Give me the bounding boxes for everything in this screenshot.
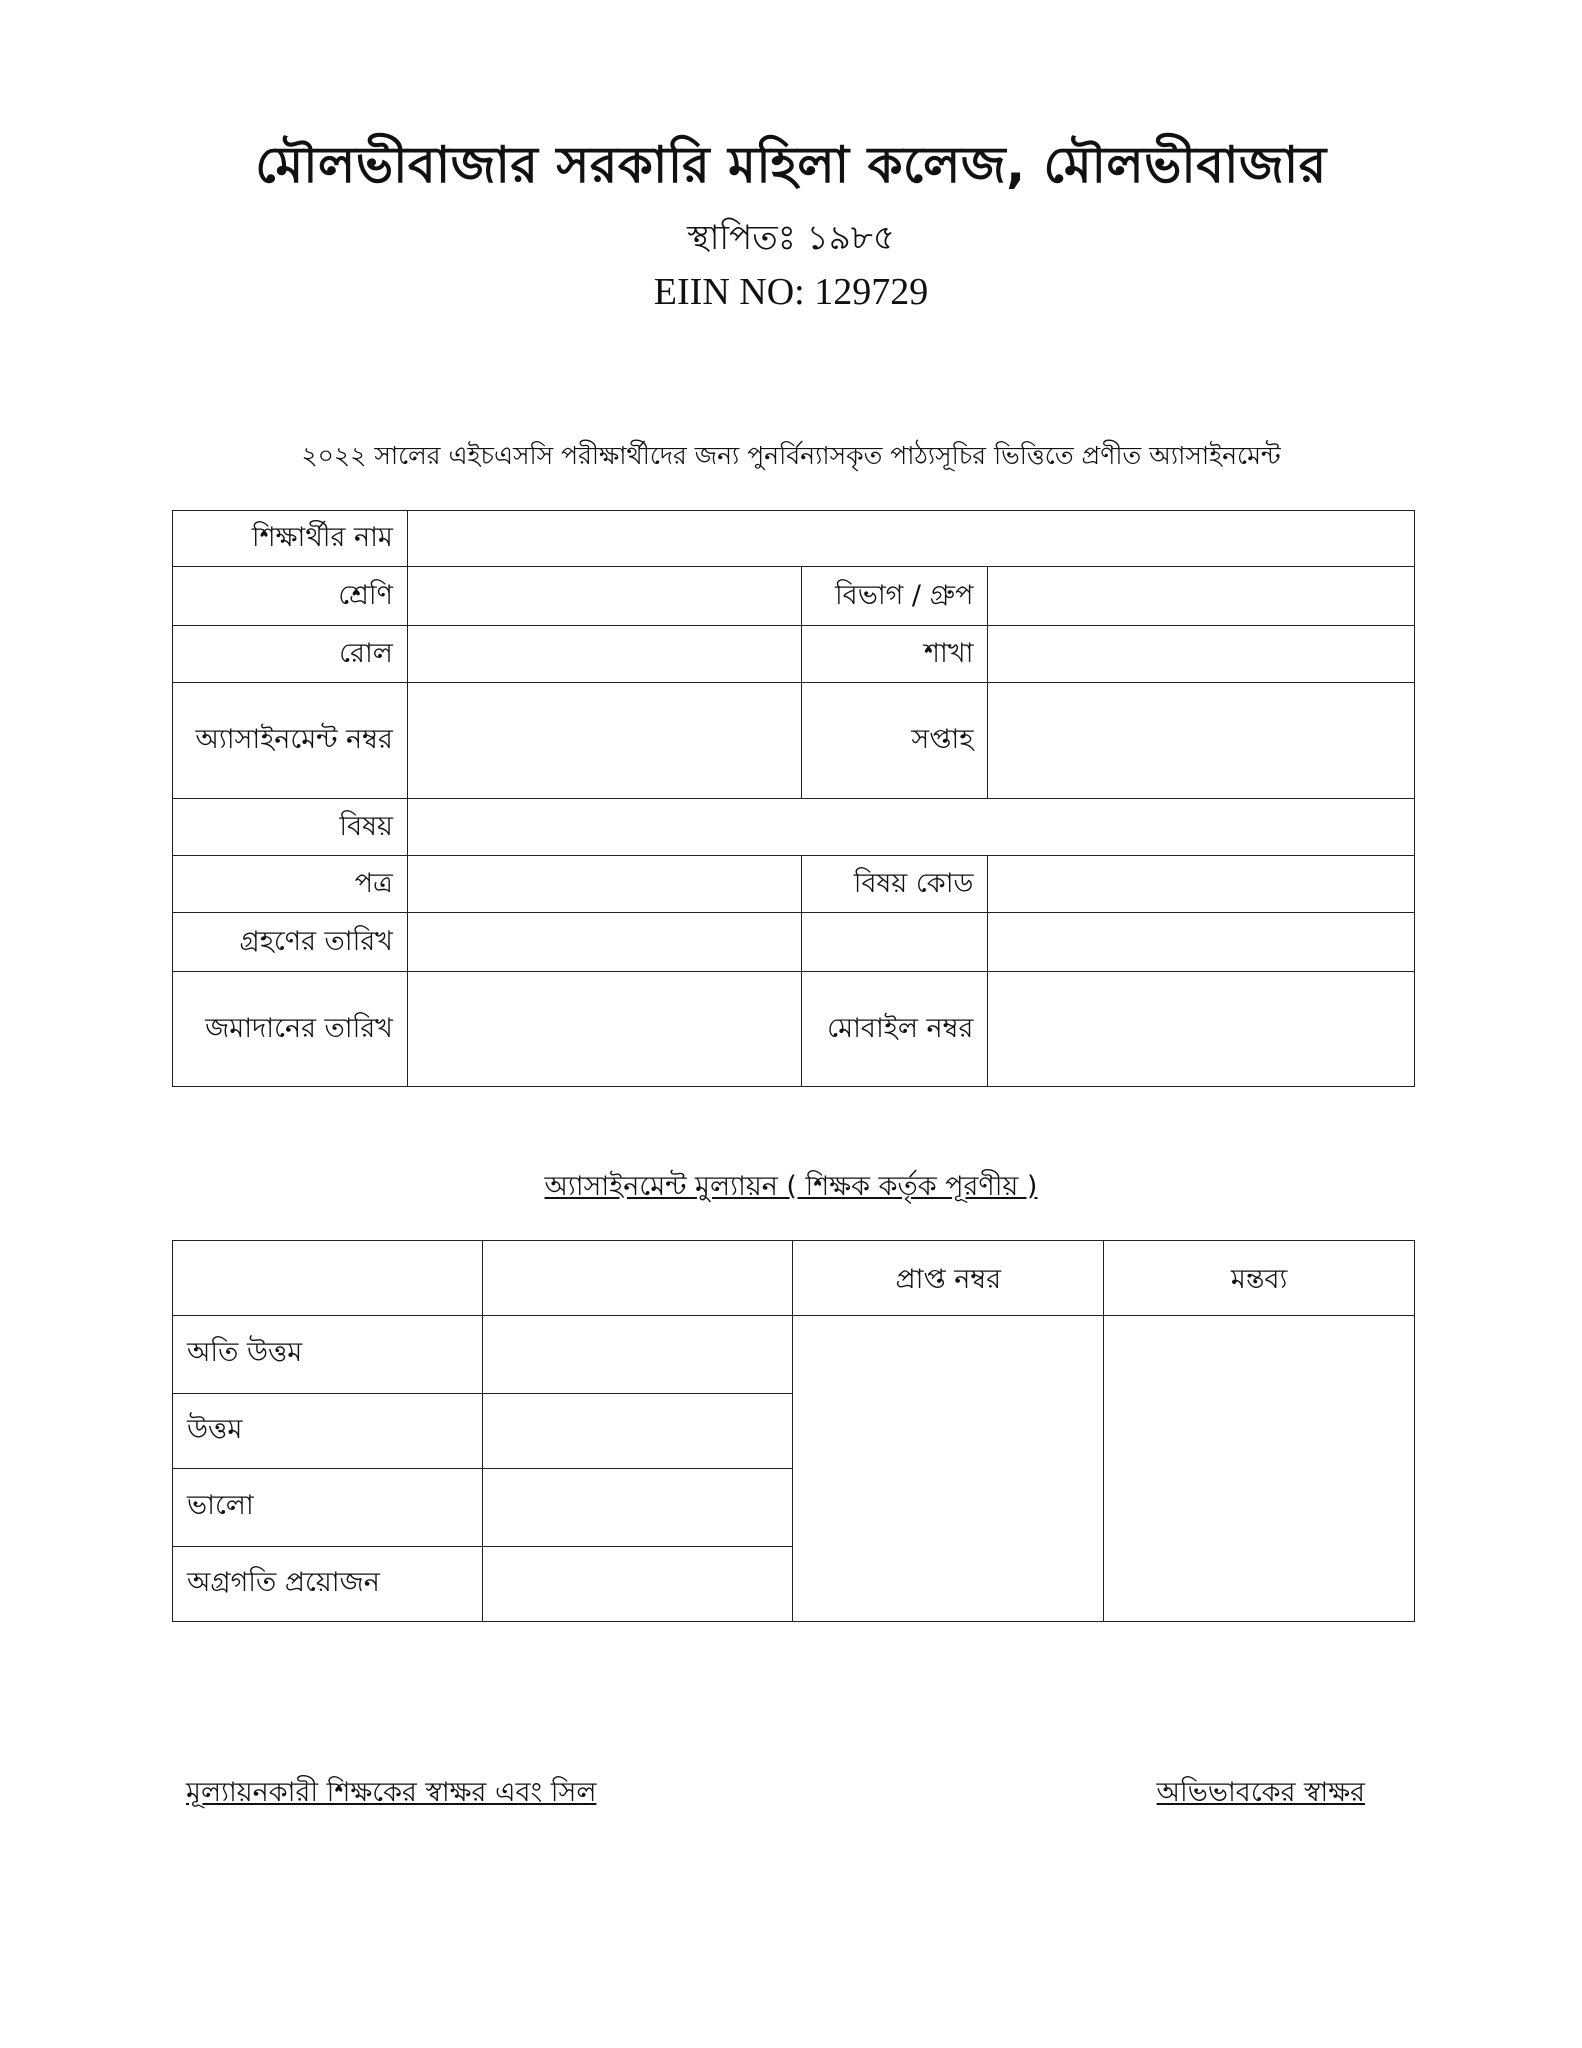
marks-header: প্রাপ্ত নম্বর bbox=[793, 1241, 1104, 1316]
grade-label: অগ্রগতি প্রয়োজন bbox=[173, 1547, 483, 1622]
comment-field[interactable] bbox=[1104, 1316, 1415, 1622]
row-paper-code bbox=[173, 856, 1415, 913]
eval-header-blank-2 bbox=[482, 1241, 793, 1316]
evaluation-heading bbox=[0, 1166, 1582, 1211]
eiin-number: EIIN NO: 129729 bbox=[653, 271, 929, 313]
marks-field[interactable] bbox=[793, 1316, 1104, 1622]
grade-check-cell[interactable] bbox=[482, 1394, 793, 1469]
subject-code-label: বিষয় কোড bbox=[801, 856, 988, 913]
group-field[interactable] bbox=[988, 567, 1415, 626]
assignment-no-label bbox=[173, 683, 408, 799]
comment-header: মন্তব্য bbox=[1104, 1241, 1415, 1316]
section-label: শাখা bbox=[801, 626, 988, 683]
grade-label: উত্তম bbox=[173, 1394, 483, 1469]
row-receive-date bbox=[173, 913, 1415, 972]
eval-header-row bbox=[173, 1241, 1415, 1316]
group-label: বিভাগ / গ্রুপ bbox=[801, 567, 988, 626]
grade-check-cell[interactable] bbox=[482, 1469, 793, 1547]
mobile-field[interactable] bbox=[988, 972, 1415, 1087]
roll-field[interactable] bbox=[407, 626, 801, 683]
row-assignment-week bbox=[173, 683, 1415, 799]
row-subject bbox=[173, 799, 1415, 856]
college-name: মৌলভীবাজার সরকারি মহিলা কলেজ, মৌলভীবাজার bbox=[255, 136, 1327, 194]
grade-label: ভালো bbox=[173, 1469, 483, 1547]
student-name-label: শিক্ষার্থীর নাম bbox=[173, 511, 408, 567]
section-field[interactable] bbox=[988, 626, 1415, 683]
teacher-signature-label: মূল্যায়নকারী শিক্ষকের স্বাক্ষর এবং সিল bbox=[186, 1777, 597, 1808]
eval-header-blank-1 bbox=[173, 1241, 483, 1316]
assignment-title: ২০২২ সালের এইচএসসি পরীক্ষার্থীদের জন্য পুনর্বিন্যাসকৃত পাঠ্যসূচির ভিত্তিতে প্রণীত অ্যাসাইনমেন্ট bbox=[301, 441, 1281, 470]
evaluation-heading-text: অ্যাসাইনমেন্ট মুল্যায়ন ( শিক্ষক কর্তৃক পূরণীয় ) bbox=[544, 1171, 1038, 1202]
receive-date-extra-field[interactable] bbox=[988, 913, 1415, 972]
class-label: শ্রেণি bbox=[173, 567, 408, 626]
grade-check-cell[interactable] bbox=[482, 1316, 793, 1394]
student-name-field[interactable] bbox=[407, 511, 1414, 567]
paper-field[interactable] bbox=[407, 856, 801, 913]
grade-row bbox=[173, 1316, 1415, 1394]
subject-field[interactable] bbox=[407, 799, 1414, 856]
submit-date-label: জমাদানের তারিখ bbox=[173, 972, 408, 1087]
subject-label: বিষয় bbox=[173, 799, 408, 856]
receive-date-field[interactable] bbox=[407, 913, 801, 972]
class-field[interactable] bbox=[407, 567, 801, 626]
student-info-table bbox=[172, 510, 1415, 1087]
week-field[interactable] bbox=[988, 683, 1415, 799]
week-label: সপ্তাহ bbox=[801, 683, 988, 799]
row-roll-section bbox=[173, 626, 1415, 683]
established-year: স্থাপিতঃ ১৯৮৫ bbox=[687, 218, 895, 258]
guardian-signature-label: অভিভাবকের স্বাক্ষর bbox=[1156, 1777, 1365, 1808]
row-class-group bbox=[173, 567, 1415, 626]
mobile-label: মোবাইল নম্বর bbox=[801, 972, 988, 1087]
grade-check-cell[interactable] bbox=[482, 1547, 793, 1622]
assignment-no-label-text: অ্যাসাইনমেন্ট নম্বর bbox=[195, 724, 393, 756]
receive-date-extra-cell[interactable] bbox=[801, 913, 988, 972]
assignment-no-field[interactable] bbox=[407, 683, 801, 799]
row-student-name bbox=[173, 511, 1415, 567]
receive-date-label: গ্রহণের তারিখ bbox=[173, 913, 408, 972]
paper-label: পত্র bbox=[173, 856, 408, 913]
grade-label: অতি উত্তম bbox=[173, 1316, 483, 1394]
subject-code-field[interactable] bbox=[988, 856, 1415, 913]
submit-date-field[interactable] bbox=[407, 972, 801, 1087]
evaluation-table bbox=[172, 1240, 1415, 1622]
row-submit-mobile bbox=[173, 972, 1415, 1087]
roll-label: রোল bbox=[173, 626, 408, 683]
